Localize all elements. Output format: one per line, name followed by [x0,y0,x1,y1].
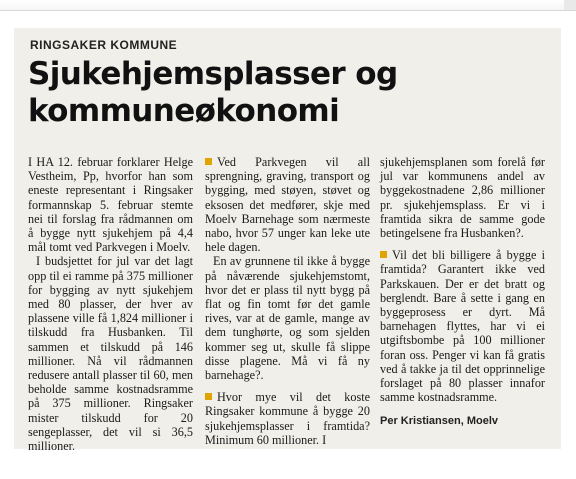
paragraph-bulleted [380,248,545,404]
page-top-edge [0,0,576,11]
square-bullet-icon [205,393,212,400]
kicker-label: RINGSAKER KOMMUNE [30,38,178,52]
headline-line-1: Sjukehjemsplasser og [28,56,398,92]
paragraph: I budsjettet for jul var det lagt opp til ei ramme på 375 millioner for bygging av nytt sjukehjem med 80 plasser, der hver av plassene ville få 1,824 millioner i tilskudd fra Husbanken. Til sammen et tilskudd på 146 millioner. Nå vil rådmannen redusere antall plasser til 60, men beholde samme kostnadsramme på 375 millioner. Ringsaker mister tilskudd for 20 sengeplasser, det vil si 36,5 millioner. [28,254,193,454]
page-corner [564,0,576,10]
paragraph: En av grunnene til ikke å bygge på nåværende sjukehjemstomt, hvor det er plass til nytt bygg på flat og fin tomt før det gamle rives, var at de gamle, mange av dem tunghørte, og som sjelden kommer seg ut, skulle få slippe disse plagene. Må vi få ny barnehage?. [205,254,370,383]
paragraph-bulleted [205,390,370,447]
author-byline: Per Kristiansen, Moelv [380,415,498,428]
paragraph-text: Vil det bli billigere å bygge i framtida? Garantert ikke ved Parkskauen. Der er det bratt og berglendt. Bare å sette i gang en byggeprosess er dyrt. Må barnehagen flyttes, har vi ei utgiftsbombe på 100 millioner foran oss. Penger vi kan få gratis ved å takke ja til det opprinnelige forslaget på 80 plasser innafor samme kostnadsramme. [380,248,545,405]
column-3 [380,155,545,429]
headline-line-2: kommuneøkonomi [28,93,340,129]
column-1 [28,155,193,453]
headline [28,56,548,130]
paragraph: sjukehjemsplanen som forelå før jul var kommunens andel av byggekostnadene 2,86 millioner pr. sjukehjemsplass. Er vi i framtida sikra de samme gode betingelsene fra Husbanken?. [380,155,545,241]
paragraph-text: Ved Parkvegen vil all sprengning, graving, transport og bygging, med støyen, støvet og eksosen det medfører, skje med Moelv Barnehage som nærmeste nabo, hvor 57 unger kan leke ute hele dagen. [205,155,370,255]
square-bullet-icon [380,251,387,258]
paragraph-text: Hvor mye vil det koste Ringsaker kommune å bygge 20 sjukehjemsplasser i framtida? Minimum 60 millioner. I [205,390,370,447]
square-bullet-icon [205,158,212,165]
column-2 [205,155,370,447]
paragraph: I HA 12. februar forklarer Helge Vestheim, Pp, hvorfor han som eneste representant i Ringsaker formannskap 5. februar stemte nei til forslag fra rådmannen om å bygge nytt sjukehjem på 4,4 mål tomt ved Parkvegen i Moelv. [28,155,193,255]
letter-article [14,28,561,454]
paragraph-bulleted [205,155,370,254]
